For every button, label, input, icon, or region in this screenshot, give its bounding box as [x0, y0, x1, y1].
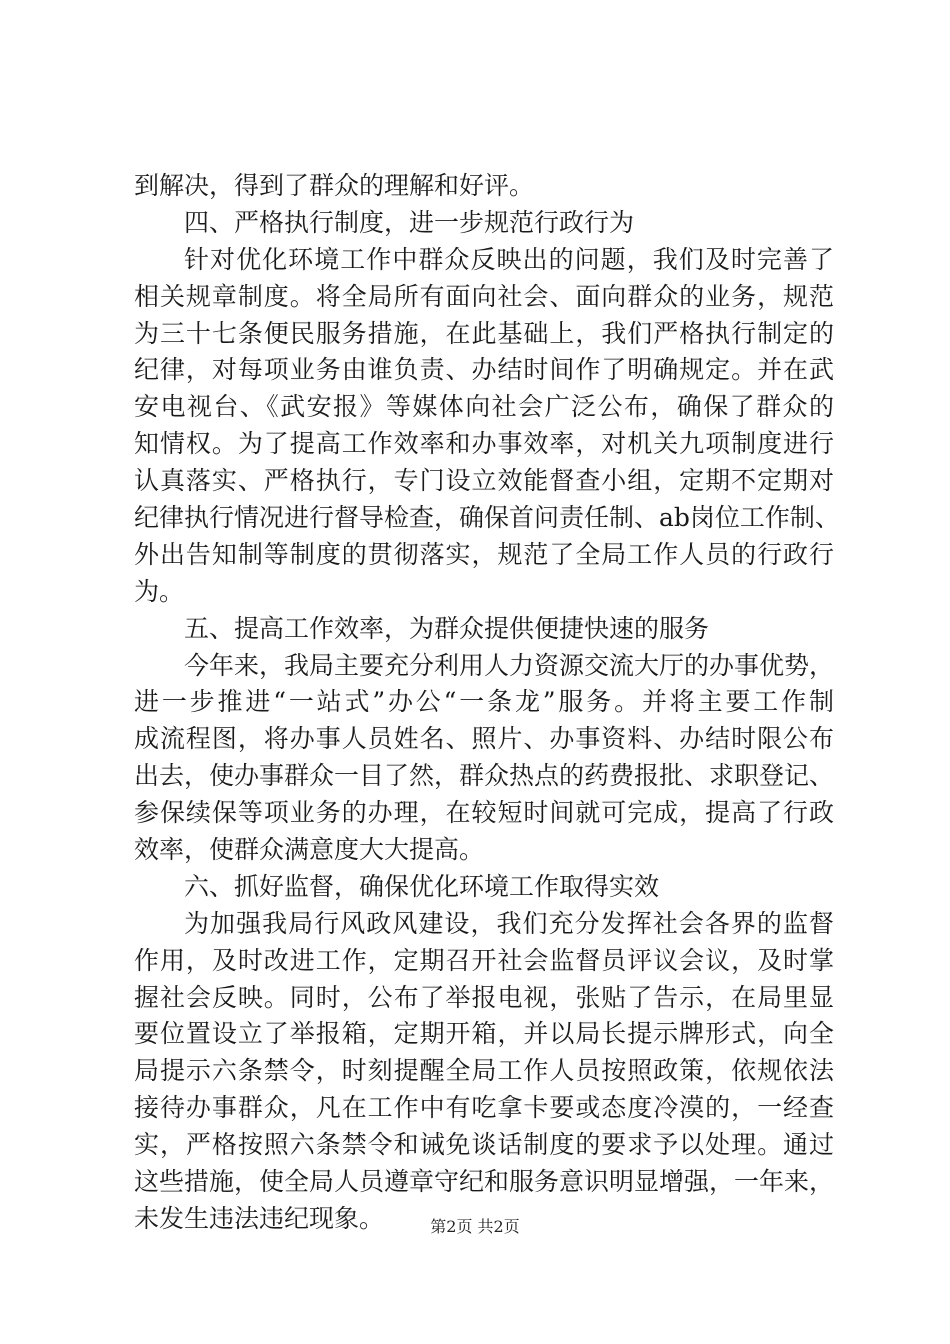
- text-line: 安电视台、《武安报》等媒体向社会广泛公布，确保了群众的: [134, 392, 834, 422]
- text-line: 今年来，我局主要充分利用人力资源交流大厅的办事优势，: [184, 650, 835, 680]
- text-line: 实，严格按照六条禁令和诫免谈话制度的要求予以处理。通过: [134, 1130, 834, 1160]
- text-line: 作用，及时改进工作，定期召开社会监督员评议会议，及时掌: [134, 945, 834, 975]
- text-line: 认真落实、严格执行，专门设立效能督查小组，定期不定期对: [134, 466, 834, 496]
- text-line: 相关规章制度。将全局所有面向社会、面向群众的业务，规范: [134, 281, 834, 311]
- text-line: 参保续保等项业务的办理，在较短时间就可完成，提高了行政: [134, 798, 834, 828]
- text-line: 纪律，对每项业务由谁负责、办结时间作了明确规定。并在武: [134, 355, 834, 385]
- text-line: 出去，使办事群众一目了然，群众热点的药费报批、求职登记、: [134, 761, 835, 791]
- document-body: [134, 168, 840, 1238]
- text-line: 成流程图，将办事人员姓名、照片、办事资料、办结时限公布: [134, 724, 834, 754]
- text-line: 这些措施，使全局人员遵章守纪和服务意识明显增强，一年来，: [134, 1167, 835, 1197]
- page-footer: 第2页 共2页: [430, 1217, 520, 1236]
- text-line: 未发生违法违纪现象。: [134, 1203, 385, 1233]
- text-line: 局提示六条禁令，时刻提醒全局工作人员按照政策，依规依法: [134, 1056, 834, 1086]
- text-line: 针对优化环境工作中群众反映出的问题，我们及时完善了: [184, 244, 834, 274]
- text-line: 效率，使群众满意度大大提高。: [134, 835, 485, 865]
- section-heading: 五、提高工作效率，为群众提供便捷快速的服务: [184, 613, 710, 643]
- text-line: 到解决，得到了群众的理解和好评。: [134, 171, 535, 200]
- text-line: 接待办事群众，凡在工作中有吃拿卡要或态度冷漠的，一经查: [134, 1093, 834, 1123]
- text-line: 进一步推进“一站式”办公“一条龙”服务。并将主要工作制: [134, 687, 834, 717]
- text-line: 握社会反映。同时，公布了举报电视，张贴了告示，在局里显: [134, 982, 834, 1012]
- text-line: 为三十七条便民服务措施，在此基础上，我们严格执行制定的: [134, 318, 834, 348]
- text-line: 知情权。为了提高工作效率和办事效率，对机关九项制度进行: [134, 429, 834, 459]
- text-line: 要位置设立了举报箱，定期开箱，并以局长提示牌形式，向全: [134, 1019, 834, 1049]
- section-heading: 四、严格执行制度，进一步规范行政行为: [184, 207, 635, 237]
- text-line: 纪律执行情况进行督导检查，确保首问责任制、ab岗位工作制、: [134, 503, 840, 533]
- section-heading: 六、抓好监督，确保优化环境工作取得实效: [184, 871, 660, 901]
- text-line: 为加强我局行风政风建设，我们充分发挥社会各界的监督: [184, 908, 834, 938]
- text-line: 外出告知制等制度的贯彻落实，规范了全局工作人员的行政行: [134, 539, 834, 569]
- text-line: 为。: [134, 576, 185, 606]
